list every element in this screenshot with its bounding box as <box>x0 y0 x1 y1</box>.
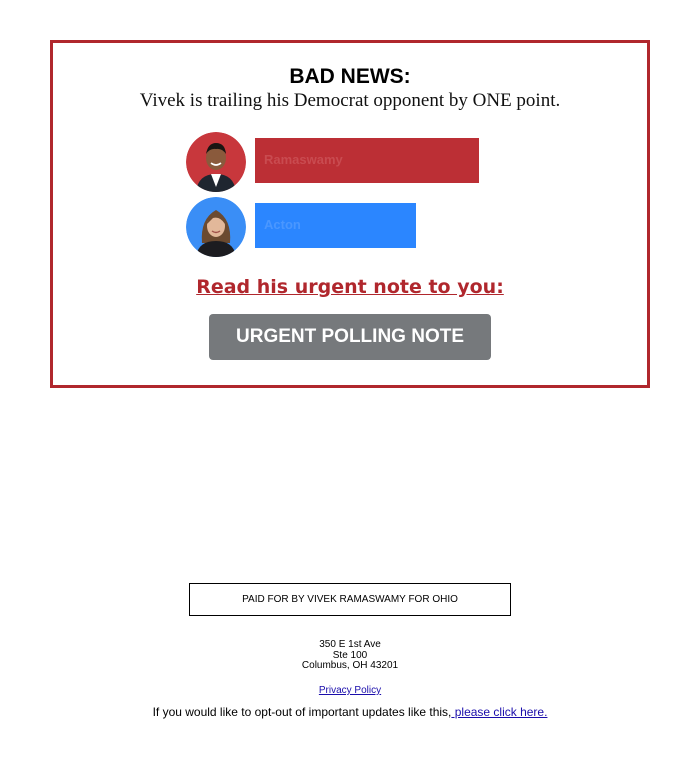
opt-out-link[interactable]: please click here. <box>451 705 548 719</box>
ramaswamy-bar <box>255 138 479 183</box>
address-line-1: 350 E 1st Ave <box>319 639 381 650</box>
address-line-3: Columbus, OH 43201 <box>301 660 399 671</box>
mailing-address <box>0 640 700 672</box>
acton-bar <box>255 203 416 248</box>
opt-out-row <box>0 705 700 719</box>
ramaswamy-portrait-icon <box>186 132 246 192</box>
privacy-policy-link[interactable]: Privacy Policy <box>318 685 382 696</box>
opt-out-text: If you would like to opt-out of important updates like this, <box>152 705 452 719</box>
acton-bar-label: Acton <box>264 217 301 232</box>
urgent-note-link[interactable]: Read his urgent note to you: <box>196 276 504 298</box>
ramaswamy-bar-label: Ramaswamy <box>264 152 343 167</box>
privacy-row <box>0 685 700 696</box>
acton-portrait-icon <box>186 197 246 257</box>
subheadline: Vivek is trailing his Democrat opponent by ONE point. <box>139 90 561 111</box>
address-line-2: Ste 100 <box>332 649 368 661</box>
ramaswamy-avatar <box>186 132 246 192</box>
acton-avatar <box>186 197 246 257</box>
poll-card <box>50 40 650 388</box>
urgent-polling-note-button[interactable]: URGENT POLLING NOTE <box>209 314 491 360</box>
headline: BAD NEWS: <box>289 65 411 88</box>
paid-for-disclaimer: PAID FOR BY VIVEK RAMASWAMY FOR OHIO <box>189 583 511 616</box>
